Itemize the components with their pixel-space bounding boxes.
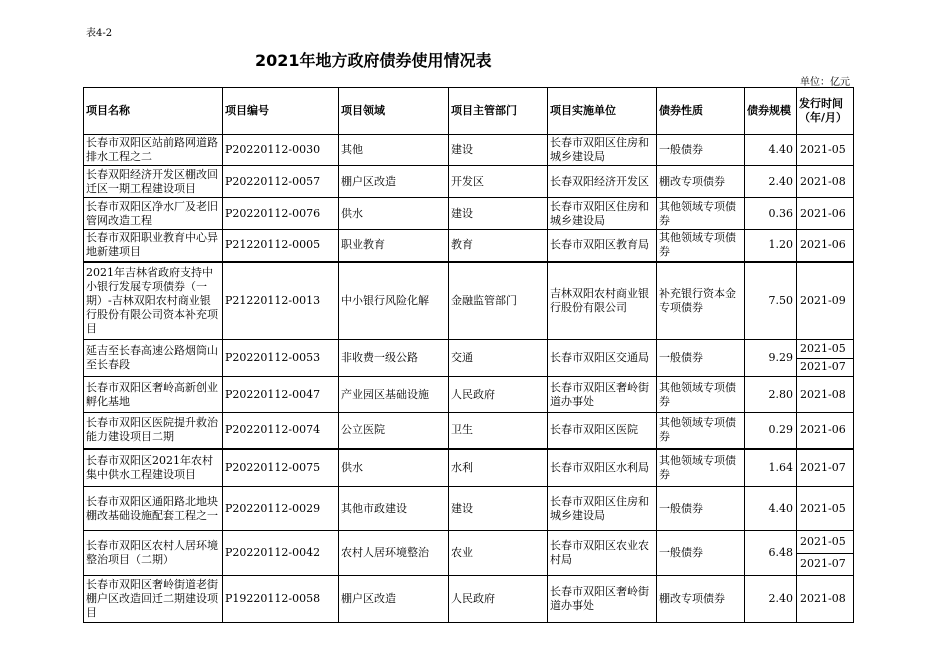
project-dept-cell: 金融监管部门	[449, 262, 548, 340]
bond-type-cell: 棚改专项债券	[657, 576, 745, 623]
bond-usage-table	[83, 87, 854, 623]
bond-amount-cell: 2.40	[745, 576, 797, 623]
bond-type-cell: 其他领域专项债券	[657, 198, 745, 230]
issue-date-cell	[797, 340, 854, 377]
bond-amount-cell: 7.50	[745, 262, 797, 340]
table-row	[84, 198, 854, 230]
project-field-cell: 公立医院	[339, 413, 449, 449]
bond-type-cell: 棚改专项债券	[657, 166, 745, 198]
project-name-cell: 长春市双阳区医院提升救治能力建设项目二期	[84, 413, 223, 449]
project-code-cell: P20220112-0057	[223, 166, 339, 198]
project-name-cell: 长春市双阳区奢岭高新创业孵化基地	[84, 377, 223, 413]
table-row	[84, 377, 854, 413]
project-field-cell: 产业园区基础设施	[339, 377, 449, 413]
project-dept-cell: 建设	[449, 487, 548, 531]
issue-date-cell: 2021-06	[797, 198, 854, 230]
project-name-cell: 长春市双阳区2021年农村集中供水工程建设项目	[84, 449, 223, 487]
table-number: 表4-2	[86, 28, 113, 39]
project-name-cell: 延吉至长春高速公路烟筒山至长春段	[84, 340, 223, 377]
issue-date-cell: 2021-09	[797, 262, 854, 340]
project-field-cell: 棚户区改造	[339, 576, 449, 623]
bond-type-cell: 其他领域专项债券	[657, 230, 745, 262]
issue-date-cell: 2021-06	[797, 413, 854, 449]
bond-type-cell: 一般债券	[657, 487, 745, 531]
table-row	[84, 576, 854, 623]
issue-date-cell: 2021-08	[797, 576, 854, 623]
project-dept-cell: 人民政府	[449, 576, 548, 623]
table-row	[84, 449, 854, 487]
issue-date-cell: 2021-07	[797, 449, 854, 487]
project-code-cell: P20220112-0053	[223, 340, 339, 377]
bond-amount-cell: 1.20	[745, 230, 797, 262]
bond-amount-cell: 2.80	[745, 377, 797, 413]
bond-type-cell: 一般债券	[657, 531, 745, 576]
project-dept-cell: 建设	[449, 135, 548, 166]
issue-date: 2021-05	[800, 534, 846, 548]
project-impl-cell: 长春市双阳区奢岭街道办事处	[548, 576, 657, 623]
project-field-cell: 农村人居环境整治	[339, 531, 449, 576]
bond-amount-cell: 6.48	[745, 531, 797, 576]
project-field-cell: 供水	[339, 449, 449, 487]
project-impl-cell: 吉林双阳农村商业银行股份有限公司	[548, 262, 657, 340]
bond-type-cell: 其他领域专项债券	[657, 449, 745, 487]
project-field-cell: 中小银行风险化解	[339, 262, 449, 340]
header-amount: 债券规模	[745, 88, 797, 135]
project-field-cell: 其他	[339, 135, 449, 166]
header-code: 项目编号	[223, 88, 339, 135]
project-impl-cell: 长春市双阳区交通局	[548, 340, 657, 377]
header-dept: 项目主管部门	[449, 88, 548, 135]
project-impl-cell: 长春市双阳区住房和城乡建设局	[548, 135, 657, 166]
project-dept-cell: 建设	[449, 198, 548, 230]
project-code-cell: P20220112-0042	[223, 531, 339, 576]
header-impl: 项目实施单位	[548, 88, 657, 135]
issue-date-cell: 2021-05	[797, 487, 854, 531]
project-code-cell: P20220112-0074	[223, 413, 339, 449]
project-impl-cell: 长春双阳经济开发区	[548, 166, 657, 198]
project-impl-cell: 长春市双阳区医院	[548, 413, 657, 449]
project-name-cell: 长春市双阳区农村人居环境整治项目（二期）	[84, 531, 223, 576]
table-row	[84, 166, 854, 198]
header-row	[84, 88, 854, 135]
issue-date: 2021-07	[797, 553, 853, 576]
page-title: 2021年地方政府债券使用情况表	[255, 51, 492, 70]
project-name-cell: 2021年吉林省政府支持中小银行发展专项债券（一期）-吉林双阳农村商业银行股份有限公司资本补充项目	[84, 262, 223, 340]
project-dept-cell: 农业	[449, 531, 548, 576]
project-name-cell: 长春市双阳职业教育中心异地新建项目	[84, 230, 223, 262]
project-dept-cell: 教育	[449, 230, 548, 262]
bond-amount-cell: 4.40	[745, 135, 797, 166]
bond-amount-cell: 0.29	[745, 413, 797, 449]
project-impl-cell: 长春市双阳区住房和城乡建设局	[548, 198, 657, 230]
table-row	[84, 487, 854, 531]
bond-amount-cell: 1.64	[745, 449, 797, 487]
project-field-cell: 其他市政建设	[339, 487, 449, 531]
table-row	[84, 135, 854, 166]
bond-amount-cell: 0.36	[745, 198, 797, 230]
issue-date: 2021-05	[800, 341, 846, 355]
project-dept-cell: 人民政府	[449, 377, 548, 413]
project-field-cell: 非收费一级公路	[339, 340, 449, 377]
bond-type-cell: 补充银行资本金专项债券	[657, 262, 745, 340]
bond-amount-cell: 9.29	[745, 340, 797, 377]
issue-date: 2021-07	[797, 358, 853, 377]
bond-amount-cell: 4.40	[745, 487, 797, 531]
table-row	[84, 262, 854, 340]
issue-date-cell: 2021-05	[797, 135, 854, 166]
issue-date-cell: 2021-08	[797, 377, 854, 413]
bond-type-cell: 一般债券	[657, 135, 745, 166]
project-code-cell: P21220112-0005	[223, 230, 339, 262]
project-name-cell: 长春市双阳区奢岭街道老街棚户区改造回迁二期建设项目	[84, 576, 223, 623]
bond-type-cell: 一般债券	[657, 340, 745, 377]
bond-type-cell: 其他领域专项债券	[657, 413, 745, 449]
project-code-cell: P20220112-0075	[223, 449, 339, 487]
table-row	[84, 340, 854, 377]
bond-type-cell: 其他领域专项债券	[657, 377, 745, 413]
header-type: 债券性质	[657, 88, 745, 135]
project-name-cell: 长春市双阳区净水厂及老旧管网改造工程	[84, 198, 223, 230]
project-code-cell: P20220112-0047	[223, 377, 339, 413]
project-dept-cell: 卫生	[449, 413, 548, 449]
project-code-cell: P21220112-0013	[223, 262, 339, 340]
unit-label: 单位：亿元	[800, 77, 850, 88]
project-code-cell: P20220112-0076	[223, 198, 339, 230]
project-name-cell: 长春市双阳区站前路网道路排水工程之二	[84, 135, 223, 166]
table-row	[84, 531, 854, 576]
project-impl-cell: 长春市双阳区奢岭街道办事处	[548, 377, 657, 413]
project-impl-cell: 长春市双阳区教育局	[548, 230, 657, 262]
issue-date-cell: 2021-08	[797, 166, 854, 198]
table-row	[84, 230, 854, 262]
header-field: 项目领域	[339, 88, 449, 135]
table-row	[84, 413, 854, 449]
bond-amount-cell: 2.40	[745, 166, 797, 198]
project-impl-cell: 长春市双阳区住房和城乡建设局	[548, 487, 657, 531]
header-date: 发行时间（年/月）	[797, 88, 854, 135]
project-code-cell: P20220112-0029	[223, 487, 339, 531]
project-code-cell: P19220112-0058	[223, 576, 339, 623]
project-field-cell: 职业教育	[339, 230, 449, 262]
project-dept-cell: 交通	[449, 340, 548, 377]
issue-date-cell: 2021-06	[797, 230, 854, 262]
project-code-cell: P20220112-0030	[223, 135, 339, 166]
project-field-cell: 供水	[339, 198, 449, 230]
project-field-cell: 棚户区改造	[339, 166, 449, 198]
project-name-cell: 长春市双阳区通阳路北地块棚改基础设施配套工程之一	[84, 487, 223, 531]
project-impl-cell: 长春市双阳区农业农村局	[548, 531, 657, 576]
project-dept-cell: 水利	[449, 449, 548, 487]
project-impl-cell: 长春市双阳区水利局	[548, 449, 657, 487]
header-name: 项目名称	[84, 88, 223, 135]
issue-date-cell	[797, 531, 854, 576]
project-name-cell: 长春双阳经济开发区棚改回迁区一期工程建设项目	[84, 166, 223, 198]
project-dept-cell: 开发区	[449, 166, 548, 198]
